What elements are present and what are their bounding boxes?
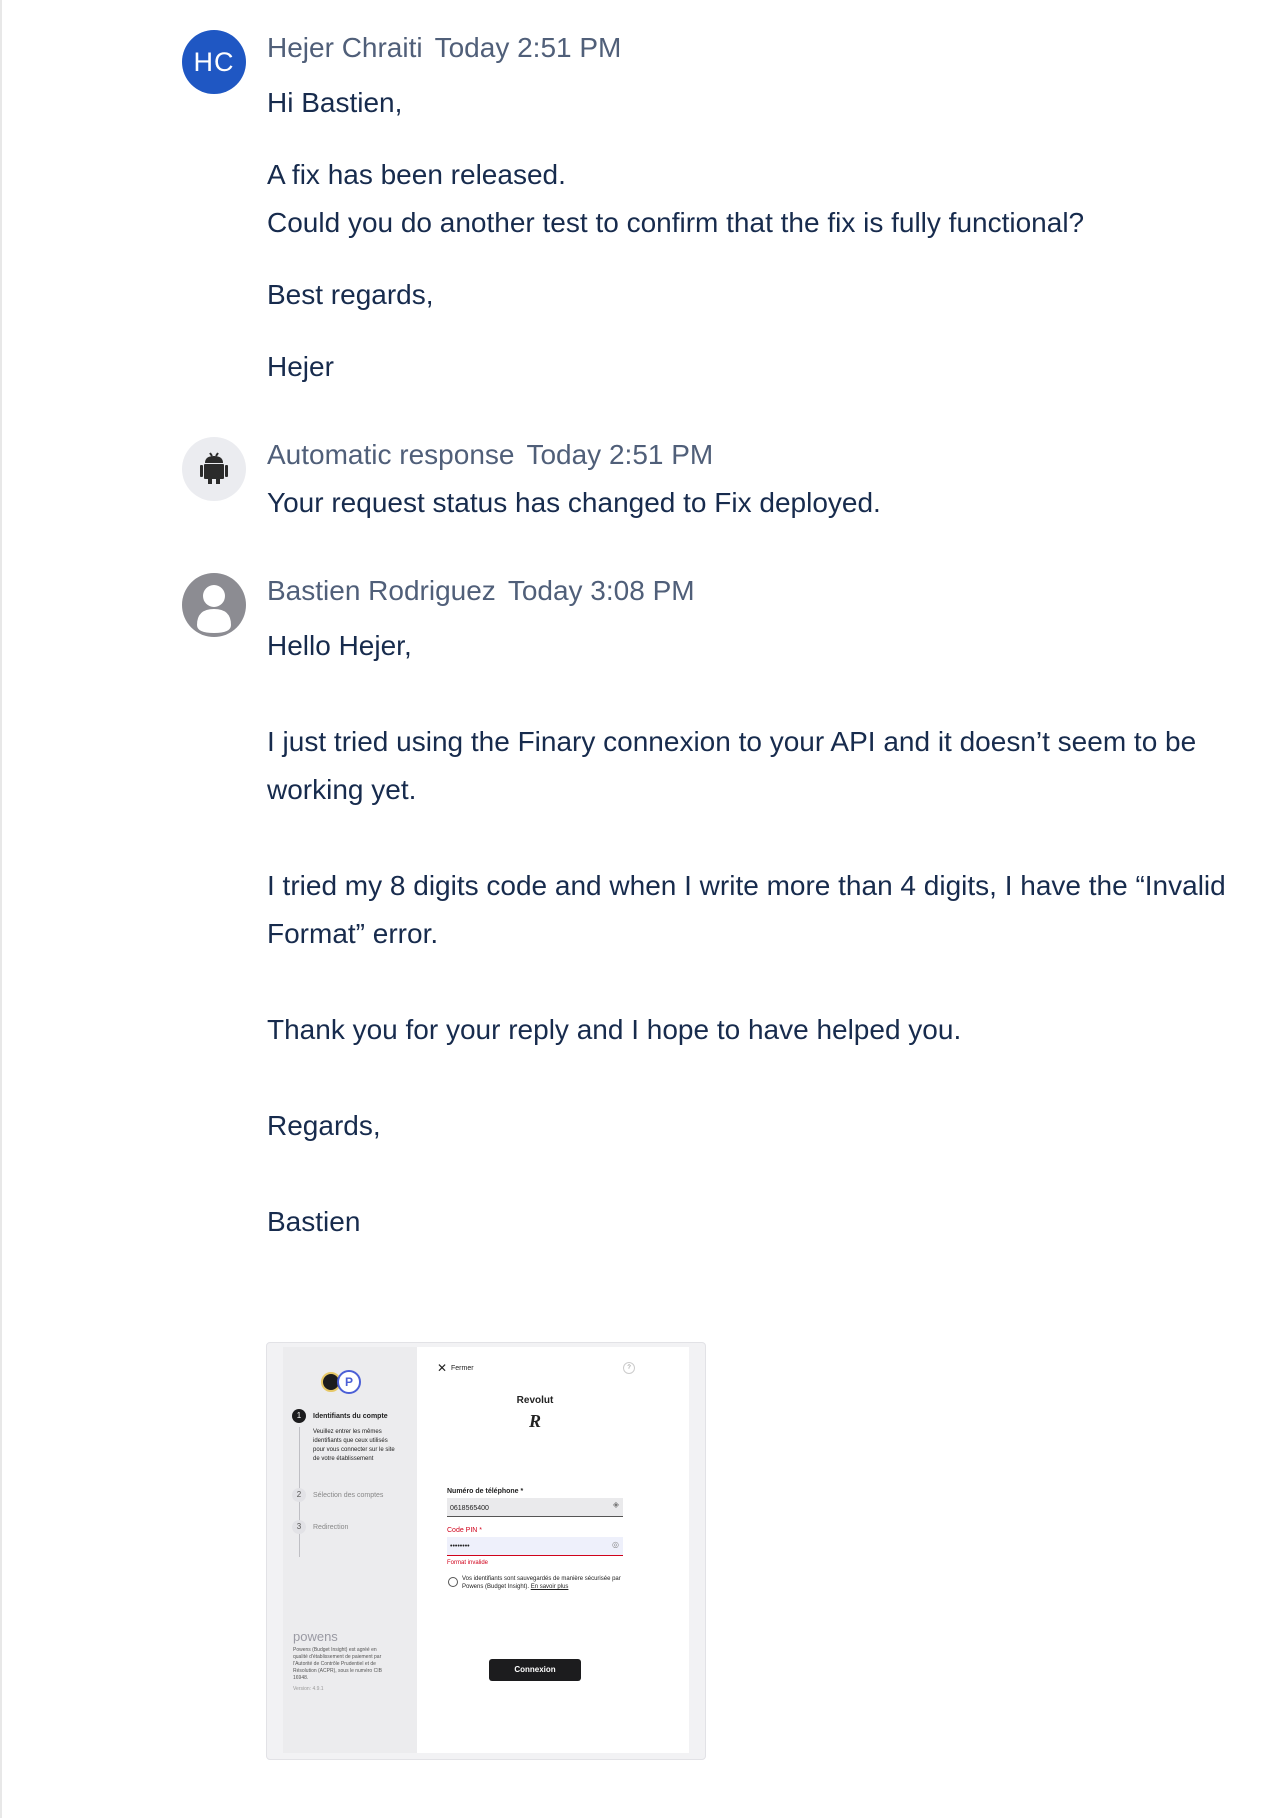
- powens-brand: powens: [293, 1629, 338, 1644]
- message-line: Could you do another test to confirm that the fix is fully functional?: [267, 207, 1085, 238]
- step-2-badge: 2: [292, 1488, 306, 1502]
- author-name[interactable]: Hejer Chraiti: [267, 32, 423, 63]
- bank-name: Revolut: [516, 1395, 554, 1406]
- app-logos: [321, 1369, 369, 1395]
- pin-error: Format invalide: [447, 1560, 489, 1566]
- comment-body: [267, 79, 1227, 391]
- autofill-icon[interactable]: ◈: [612, 1500, 619, 1509]
- page-left-border: [0, 0, 2, 1818]
- user-silhouette-icon: [182, 573, 246, 637]
- legal-text: Powens (Budget Insight) est agréé en qualité d'établissement de paiement par l'Autorité de Contrôle Prudentiel et de Résolution (ACPR), sous le numéro CIB 16948.: [293, 1647, 382, 1681]
- step-3-badge: 3: [292, 1520, 306, 1534]
- step-1-description: Veuillez entrer les mêmes identifiants que ceux utilisés pour vous connecter sur le site de votre établissement: [313, 1429, 395, 1462]
- avatar[interactable]: HC: [182, 30, 246, 94]
- learn-more-link[interactable]: En savoir plus: [530, 1584, 569, 1590]
- login-panel: [417, 1347, 689, 1753]
- shield-icon: [448, 1577, 458, 1587]
- pin-value: ••••••••: [450, 1543, 470, 1550]
- revolut-logo-icon: R: [528, 1411, 541, 1431]
- comment-body: [267, 622, 1227, 1246]
- pin-input[interactable]: [447, 1537, 623, 1556]
- message-line: I just tried using the Finary connexion to your API and it doesn’t seem to be working yet.: [267, 726, 1197, 805]
- security-note-text: Vos identifiants sont sauvegardés de manière sécurisée par Powens (Budget Insight).: [462, 1576, 621, 1590]
- close-icon[interactable]: ✕: [437, 1361, 448, 1375]
- wizard-sidebar: [283, 1347, 417, 1753]
- connexion-button[interactable]: Connexion: [489, 1659, 581, 1681]
- step-1-label: Identifiants du compte: [313, 1413, 388, 1420]
- message-line: Hejer: [267, 351, 334, 382]
- avatar[interactable]: [182, 573, 246, 637]
- close-label[interactable]: Fermer: [451, 1365, 474, 1372]
- message-line: Your request status has changed to Fix deployed.: [267, 487, 881, 518]
- message-line: Bastien: [267, 1206, 361, 1237]
- message-line: I tried my 8 digits code and when I write more than 4 digits, I have the “Invalid Format” error.: [267, 870, 1226, 949]
- author-name[interactable]: Bastien Rodriguez: [267, 575, 496, 606]
- message-line: Thank you for your reply and I hope to have helped you.: [267, 1014, 962, 1045]
- author-name: Automatic response: [267, 439, 515, 470]
- step-1-badge: 1: [292, 1409, 306, 1423]
- version-text: Version: 4.9.1: [293, 1686, 324, 1692]
- help-icon[interactable]: ?: [623, 1362, 635, 1374]
- step-3-label: Redirection: [313, 1524, 349, 1531]
- message-line: Hi Bastien,: [267, 87, 403, 118]
- comment-time[interactable]: Today 2:51 PM: [526, 439, 714, 470]
- avatar: [182, 437, 246, 501]
- comment-body: [267, 479, 1227, 527]
- attachment-thumbnail[interactable]: [266, 1342, 706, 1760]
- comment-meta: [267, 439, 713, 471]
- message-line: Best regards,: [267, 279, 434, 310]
- comment-automatic-response: [182, 437, 1232, 537]
- message-line: Hello Hejer,: [267, 630, 412, 661]
- comment-meta: [267, 575, 695, 607]
- phone-label: Numéro de téléphone *: [447, 1488, 524, 1495]
- pin-label: Code PIN *: [447, 1527, 483, 1534]
- step-2-label: Sélection des comptes: [313, 1492, 384, 1499]
- comment-hejer: [182, 30, 1232, 380]
- message-line: A fix has been released.: [267, 159, 566, 190]
- security-note: [462, 1575, 627, 1591]
- comment-time[interactable]: Today 3:08 PM: [507, 575, 695, 606]
- comment-time[interactable]: Today 2:51 PM: [434, 32, 622, 63]
- powens-logo-icon: P: [337, 1370, 361, 1394]
- phone-value: 0618565400: [450, 1505, 489, 1512]
- comment-meta: [267, 32, 621, 64]
- phone-input[interactable]: [447, 1498, 623, 1517]
- eye-icon[interactable]: ◎: [612, 1540, 619, 1549]
- message-line: Regards,: [267, 1110, 381, 1141]
- robot-icon: [182, 437, 246, 501]
